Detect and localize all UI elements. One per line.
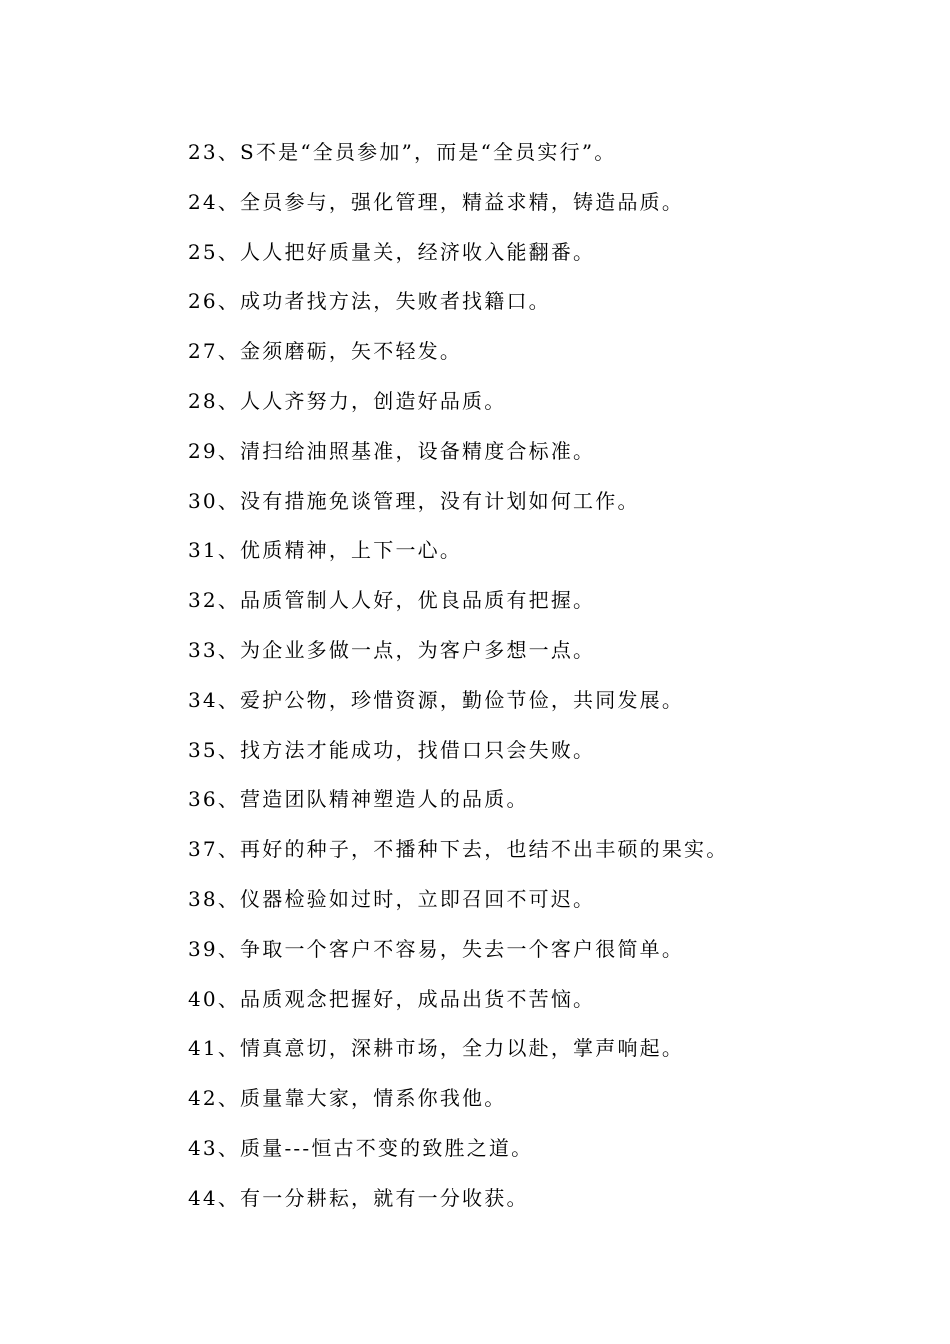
- list-item: 36、营造团队精神塑造人的品质。: [188, 787, 529, 812]
- list-item: 42、质量靠大家，情系你我他。: [188, 1086, 507, 1111]
- list-item: 40、品质观念把握好，成品出货不苦恼。: [188, 986, 596, 1011]
- list-item: 31、优质精神，上下一心。: [188, 538, 463, 563]
- list-item: 43、质量---恒古不变的致胜之道。: [188, 1135, 534, 1160]
- list-item: 38、仪器检验如过时，立即召回不可迟。: [188, 886, 596, 911]
- slogan-list: [188, 137, 728, 1233]
- list-item: 28、人人齐努力，创造好品质。: [188, 388, 507, 413]
- list-item: 27、金须磨砺，矢不轻发。: [188, 339, 463, 364]
- list-item: 34、爱护公物，珍惜资源，勤俭节俭，共同发展。: [188, 687, 685, 712]
- list-item: 30、没有措施免谈管理，没有计划如何工作。: [188, 488, 640, 513]
- list-item: 24、全员参与，强化管理，精益求精，铸造品质。: [188, 189, 685, 214]
- list-item: 32、品质管制人人好，优良品质有把握。: [188, 588, 596, 613]
- list-item: 29、清扫给油照基准，设备精度合标准。: [188, 438, 596, 463]
- list-item: 23、S不是“全员参加”，而是“全员实行”。: [188, 140, 617, 164]
- list-item: 35、找方法才能成功，找借口只会失败。: [188, 737, 596, 762]
- list-item: 37、再好的种子，不播种下去，也结不出丰硕的果实。: [188, 837, 729, 862]
- list-item: 26、成功者找方法，失败者找籍口。: [188, 289, 551, 314]
- list-item: 33、为企业多做一点，为客户多想一点。: [188, 637, 596, 662]
- list-item: 39、争取一个客户不容易，失去一个客户很简单。: [188, 936, 685, 961]
- list-item: 44、有一分耕耘，就有一分收获。: [188, 1185, 529, 1210]
- list-item: 41、情真意切，深耕市场，全力以赴，掌声响起。: [188, 1036, 685, 1061]
- list-item: 25、人人把好质量关，经济收入能翻番。: [188, 239, 596, 264]
